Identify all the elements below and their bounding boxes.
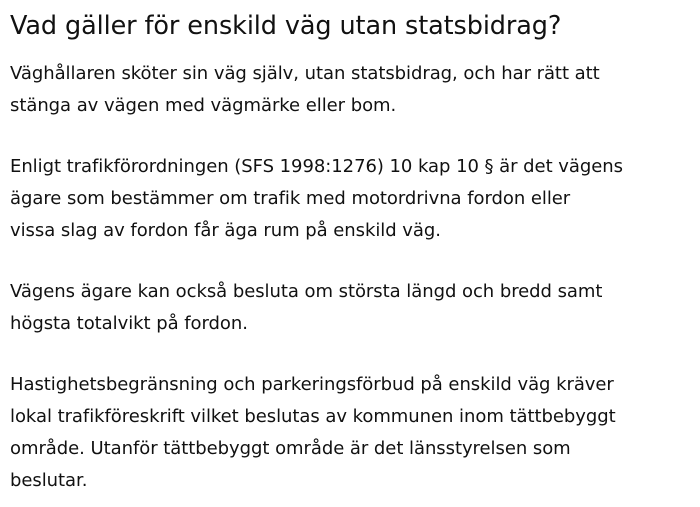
paragraph-line: Hastighetsbegränsning och parkeringsförbud på enskild väg kräver xyxy=(10,374,614,395)
paragraph-traffic-ordinance xyxy=(10,151,690,247)
paragraph-line: lokal trafikföreskrift vilket beslutas av kommunen inom tättbebyggt xyxy=(10,406,616,427)
paragraph-road-keeper xyxy=(10,58,690,122)
paragraph-line: vissa slag av fordon får äga rum på enskild väg. xyxy=(10,220,441,241)
paragraph-line: område. Utanför tättbebyggt område är det länsstyrelsen som xyxy=(10,438,571,459)
paragraph-line: Vägens ägare kan också besluta om största längd och bredd samt xyxy=(10,281,603,302)
paragraph-line: ägare som bestämmer om trafik med motordrivna fordon eller xyxy=(10,188,571,209)
paragraph-vehicle-limits xyxy=(10,276,690,340)
paragraph-line: beslutar. xyxy=(10,470,88,491)
paragraph-line: högsta totalvikt på fordon. xyxy=(10,313,248,334)
paragraph-line: Väghållaren sköter sin väg själv, utan statsbidrag, och har rätt att xyxy=(10,63,600,84)
paragraph-line: Enligt trafikförordningen (SFS 1998:1276) 10 kap 10 § är det vägens xyxy=(10,156,623,177)
page-title: Vad gäller för enskild väg utan statsbidrag? xyxy=(10,11,562,41)
paragraph-speed-parking xyxy=(10,369,690,497)
paragraph-line: stänga av vägen med vägmärke eller bom. xyxy=(10,95,397,116)
